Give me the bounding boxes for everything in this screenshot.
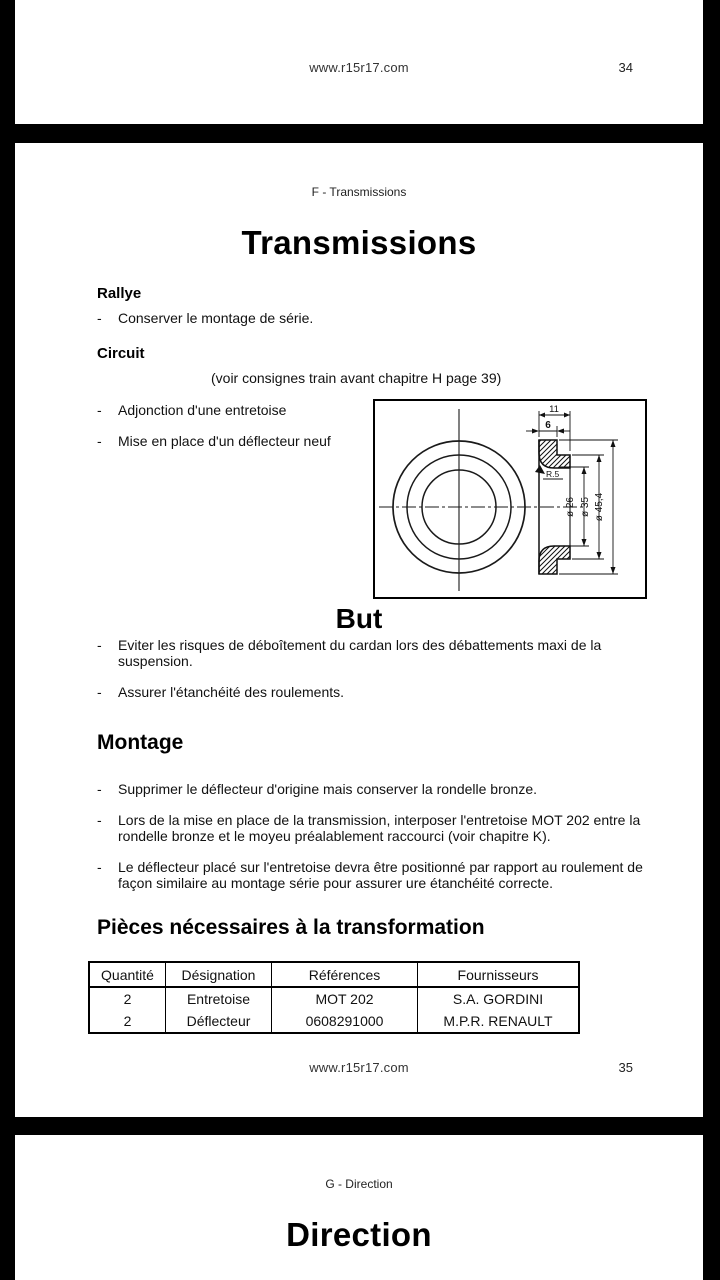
list-item: - Mise en place d'un déflecteur neuf <box>97 433 331 449</box>
bullet-dash: - <box>97 859 102 875</box>
section-heading-circuit: Circuit <box>97 345 145 362</box>
dim-label-dia454: ø 45,4 <box>594 492 605 522</box>
table-header-fournisseurs: Fournisseurs <box>418 962 580 987</box>
deflector-drawing <box>375 401 645 597</box>
dim-label-11: 11 <box>549 404 559 415</box>
bullet-dash: - <box>97 310 102 326</box>
dim-label-r5: R.5 <box>546 469 560 479</box>
page-36-top <box>15 1135 703 1280</box>
section-heading-but: But <box>335 603 383 634</box>
section-heading-rallye: Rallye <box>97 285 142 302</box>
bullet-dash: - <box>97 781 102 797</box>
bullet-dash: - <box>97 402 102 418</box>
section-heading-pieces: Pièces nécessaires à la transformation <box>97 916 485 939</box>
table-cell: MOT 202 <box>272 987 418 1010</box>
table-cell: 2 <box>89 987 166 1010</box>
footer-site-url: www.r15r17.com <box>309 1060 409 1075</box>
bullet-dash: - <box>97 637 102 653</box>
list-item: - Adjonction d'une entretoise <box>97 402 287 418</box>
page-35-footer <box>15 1060 703 1075</box>
bullet-dash: - <box>97 433 102 449</box>
list-item: - Assurer l'étanchéité des roulements. <box>97 684 345 700</box>
table-cell: Entretoise <box>166 987 272 1010</box>
page-number: 34 <box>618 60 633 75</box>
chapter-header: F - Transmissions <box>311 185 407 199</box>
page-34-bottom <box>15 0 703 124</box>
dim-label-6: 6 <box>545 420 551 431</box>
table-cell: Déflecteur <box>166 1010 272 1033</box>
list-item: - Lors de la mise en place de la transmission, interposer l'entretoise MOT 202 entre la rondelle bronze et le moyeu préalablement raccourci (voir chapitre K). <box>97 812 641 844</box>
parts-table <box>88 961 580 1034</box>
list-item: - Eviter les risques de déboîtement du cardan lors des débattements maxi de la suspension. <box>97 637 602 669</box>
dim-label-dia26: ø 26 <box>565 496 576 518</box>
table-header-row <box>89 962 579 987</box>
chapter-header: G - Direction <box>325 1177 393 1191</box>
bullet-dash: - <box>97 812 102 828</box>
footer-site-url: www.r15r17.com <box>309 60 409 75</box>
page-34-footer <box>15 0 703 75</box>
table-header-designation: Désignation <box>166 962 272 987</box>
table-cell: S.A. GORDINI <box>418 987 580 1010</box>
page-35 <box>15 143 703 1117</box>
page-title: Transmissions <box>241 224 477 261</box>
circuit-note: (voir consignes train avant chapitre H page 39) <box>211 370 502 386</box>
table-cell: 0608291000 <box>272 1010 418 1033</box>
table-header-quantite: Quantité <box>89 962 166 987</box>
table-cell: 2 <box>89 1010 166 1033</box>
list-item: - Conserver le montage de série. <box>97 310 314 326</box>
table-cell: M.P.R. RENAULT <box>418 1010 580 1033</box>
dim-label-dia35: ø 35 <box>580 496 591 518</box>
list-item: - Supprimer le déflecteur d'origine mais conserver la rondelle bronze. <box>97 781 537 797</box>
table-header-references: Références <box>272 962 418 987</box>
page-number: 35 <box>618 1060 633 1075</box>
table-row <box>89 987 579 1010</box>
dimension-lines <box>526 411 618 574</box>
section-heading-montage: Montage <box>97 731 184 754</box>
list-item: - Le déflecteur placé sur l'entretoise devra être positionné par rapport au roulement de façon similaire au montage série pour assurer ure étanchéité correcte. <box>97 859 643 891</box>
technical-drawing <box>373 399 647 599</box>
page-title: Direction <box>286 1216 432 1253</box>
table-row <box>89 1010 579 1033</box>
bullet-dash: - <box>97 684 102 700</box>
